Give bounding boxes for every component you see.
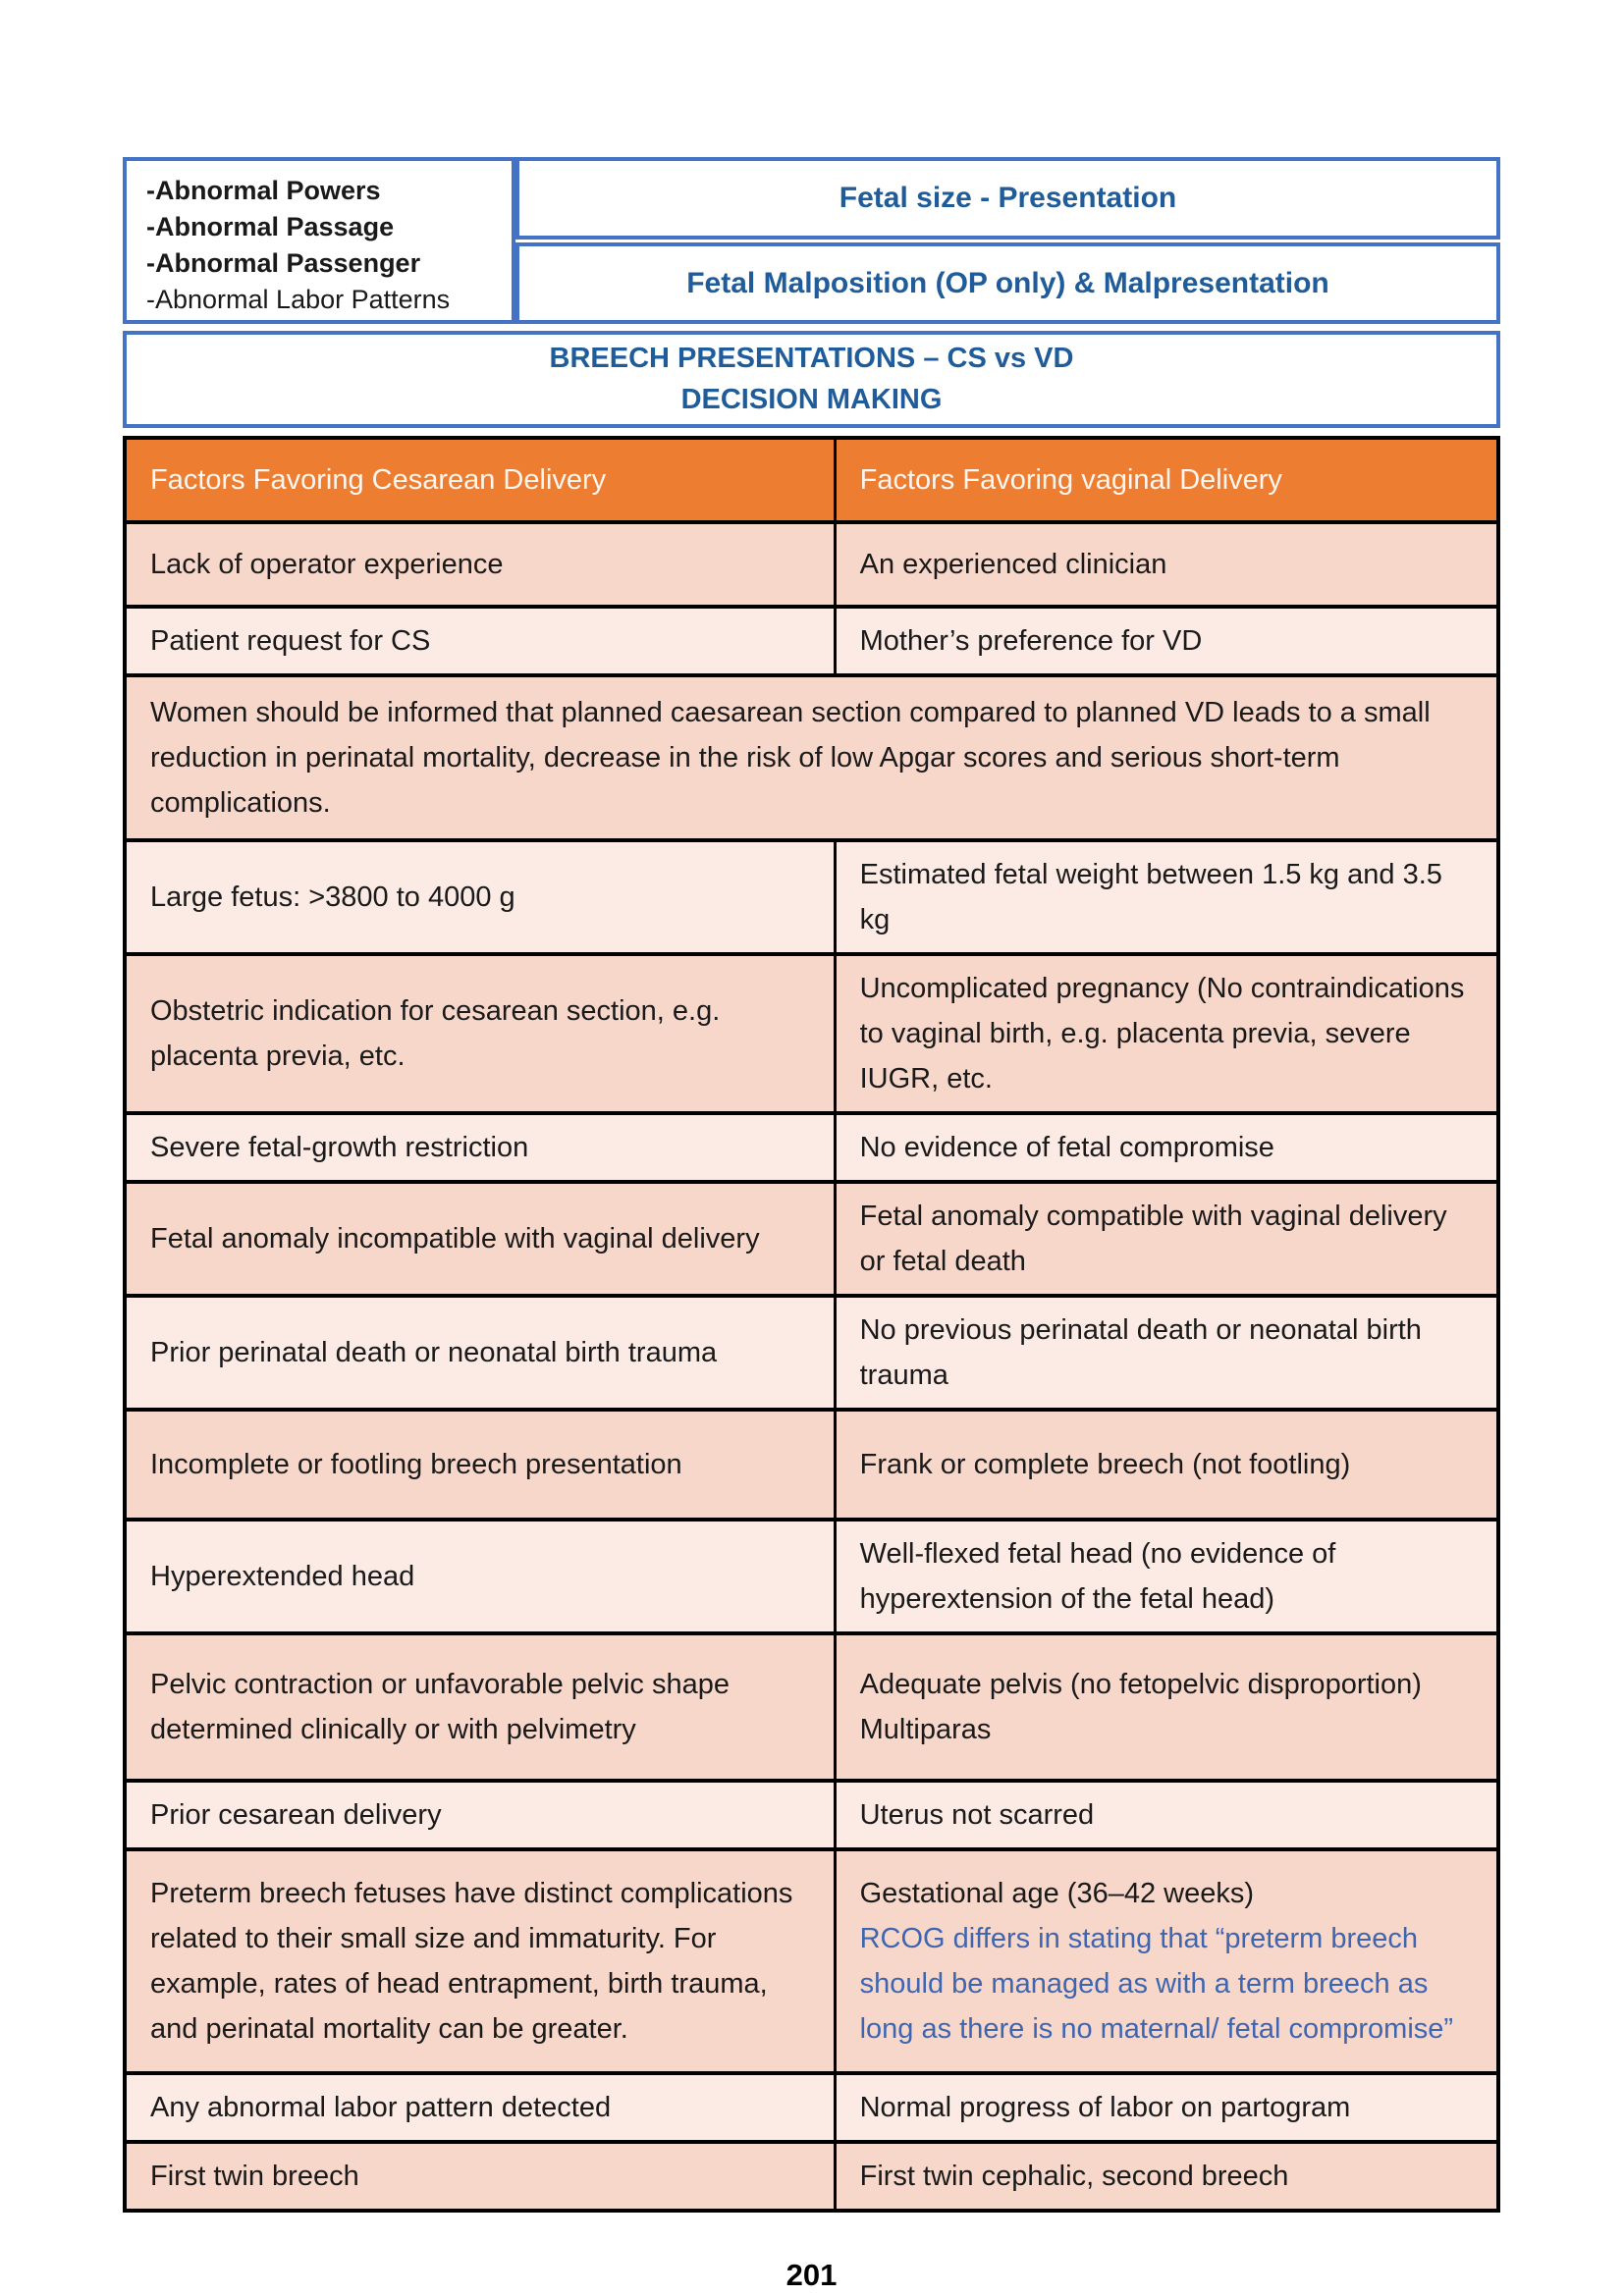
table-row (127, 2071, 1496, 2140)
cell-vd-factor: Uncomplicated pregnancy (No contraindications to vaginal birth, e.g. placenta previa, severe IUGR, etc. (837, 956, 1496, 1111)
table-header-cesarean: Factors Favoring Cesarean Delivery (127, 440, 837, 520)
top-header-section (123, 157, 1500, 324)
table-row-full-note (127, 673, 1496, 838)
table-row (127, 1518, 1496, 1631)
section-title-line1: BREECH PRESENTATIONS – CS vs VD (549, 343, 1074, 374)
chapter-header-fetal-size: Fetal size - Presentation (515, 157, 1500, 240)
topic-line-abnormal-passenger: -Abnormal Passenger (146, 248, 421, 278)
topic-list-box (123, 157, 515, 324)
table-row (127, 838, 1496, 952)
table-row (127, 1631, 1496, 1779)
cell-vd-factor: Adequate pelvis (no fetopelvic disproportion) Multiparas (837, 1635, 1496, 1779)
table-row (127, 952, 1496, 1111)
table-header-vaginal: Factors Favoring vaginal Delivery (837, 440, 1496, 520)
table-row (127, 520, 1496, 605)
topic-line-abnormal-passage: -Abnormal Passage (146, 212, 395, 241)
cell-vd-factor: Estimated fetal weight between 1.5 kg and 3.5 kg (837, 842, 1496, 952)
cell-cs-factor: Hyperextended head (127, 1522, 837, 1631)
section-title-line2: DECISION MAKING (680, 384, 943, 415)
topic-line-abnormal-powers: -Abnormal Powers (146, 176, 381, 205)
page-number: 201 (785, 2258, 838, 2292)
cell-vd-factor: Fetal anomaly compatible with vaginal delivery or fetal death (837, 1184, 1496, 1294)
cell-vd-factor: Mother’s preference for VD (837, 609, 1496, 673)
cell-vd-factor: First twin cephalic, second breech (837, 2144, 1496, 2209)
topic-line-abnormal-labor-patterns: -Abnormal Labor Patterns (146, 285, 451, 314)
table-row (127, 1180, 1496, 1294)
cell-cs-factor: Fetal anomaly incompatible with vaginal delivery (127, 1184, 837, 1294)
cell-cs-factor: Any abnormal labor pattern detected (127, 2075, 837, 2140)
chapter-header-malposition: Fetal Malposition (OP only) & Malpresentation (515, 242, 1500, 324)
cell-cs-factor: Preterm breech fetuses have distinct complications related to their small size and immaturity. For example, rates of head entrapment, birth trauma, and perinatal mortality can be greater. (127, 1851, 837, 2071)
cell-vd-factor: Well-flexed fetal head (no evidence of hyperextension of the fetal head) (837, 1522, 1496, 1631)
cell-cs-factor: Incomplete or footling breech presentation (127, 1412, 837, 1518)
cell-cs-factor: Severe fetal-growth restriction (127, 1115, 837, 1180)
cell-note-full: Women should be informed that planned caesarean section compared to planned VD leads to a small reduction in perinatal mortality, decrease in the risk of low Apgar scores and serious short-term complications. (127, 677, 1496, 838)
table-row (127, 1779, 1496, 1847)
table-row (127, 1408, 1496, 1518)
cell-cs-factor: Prior cesarean delivery (127, 1783, 837, 1847)
page-content (123, 157, 1500, 2293)
cell-vd-factor (837, 1851, 1496, 2071)
cell-cs-factor: Prior perinatal death or neonatal birth trauma (127, 1298, 837, 1408)
cell-cs-factor: Lack of operator experience (127, 524, 837, 605)
cell-vd-factor: Uterus not scarred (837, 1783, 1496, 1847)
rcog-note-text: RCOG differs in stating that “preterm breech should be managed as with a term breech as long as there is no maternal/ fetal compromise” (859, 1923, 1454, 2045)
cell-vd-factor: No evidence of fetal compromise (837, 1115, 1496, 1180)
table-row (127, 1111, 1496, 1180)
gestational-age-text: Gestational age (36–42 weeks) (859, 1878, 1255, 1909)
cell-cs-factor: First twin breech (127, 2144, 837, 2209)
table-row (127, 605, 1496, 673)
table-row (127, 2140, 1496, 2209)
table-row (127, 1294, 1496, 1408)
cell-cs-factor: Large fetus: >3800 to 4000 g (127, 842, 837, 952)
cell-cs-factor: Obstetric indication for cesarean section, e.g. placenta previa, etc. (127, 956, 837, 1111)
cell-vd-factor: An experienced clinician (837, 524, 1496, 605)
cell-vd-factor: Frank or complete breech (not footling) (837, 1412, 1496, 1518)
cell-cs-factor: Pelvic contraction or unfavorable pelvic shape determined clinically or with pelvimetry (127, 1635, 837, 1779)
cell-vd-factor: No previous perinatal death or neonatal birth trauma (837, 1298, 1496, 1408)
cell-vd-factor: Normal progress of labor on partogram (837, 2075, 1496, 2140)
table-row (127, 1847, 1496, 2071)
chapter-header-boxes (515, 157, 1500, 324)
section-title-box (123, 331, 1500, 428)
table-header-row (127, 440, 1496, 520)
cell-cs-factor: Patient request for CS (127, 609, 837, 673)
decision-table (123, 436, 1500, 2213)
